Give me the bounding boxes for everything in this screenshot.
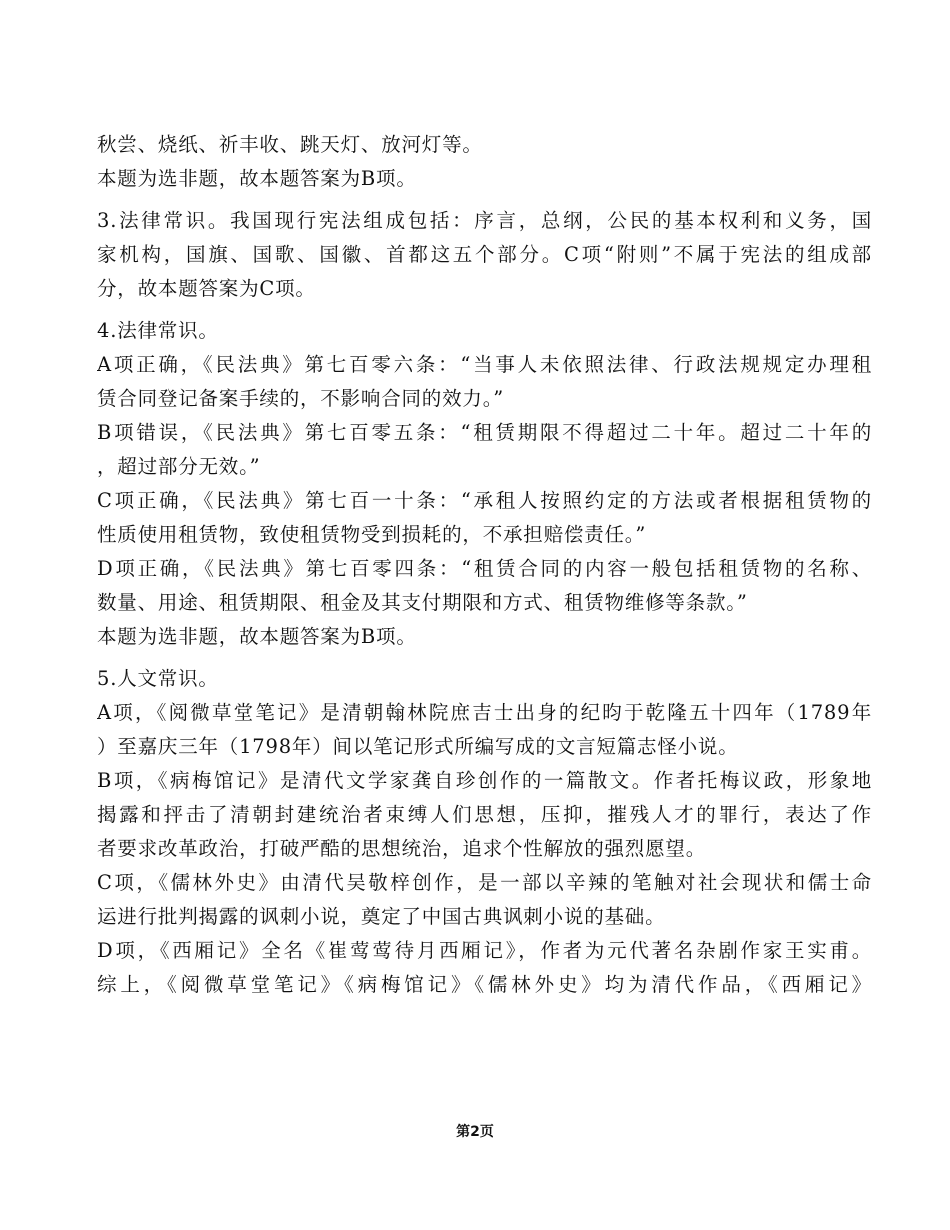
text-line: C项正确，《民法典》第七百一十条：“承租人按照约定的方法或者根据租赁物的 bbox=[97, 489, 872, 512]
text-line: ，超过部分无效。” bbox=[97, 455, 261, 478]
text-line: D项正确，《民法典》第七百零四条：“租赁合同的内容一般包括租赁物的名称、 bbox=[97, 557, 872, 580]
text-line: B项错误，《民法典》第七百零五条：“租赁期限不得超过二十年。超过二十年的 bbox=[97, 421, 872, 444]
text-line: 秋尝、烧纸、祈丰收、跳天灯、放河灯等。 bbox=[97, 133, 483, 156]
text-line: 分，故本题答案为C项。 bbox=[97, 277, 316, 300]
text-line: C项，《儒林外史》由清代吴敬梓创作，是一部以辛辣的笔触对社会现状和儒士命 bbox=[97, 871, 872, 894]
text-line: 数量、用途、租赁期限、租金及其支付期限和方式、租赁物维修等条款。” bbox=[97, 591, 748, 614]
page-number: 第2页 bbox=[456, 1124, 494, 1140]
text-line: A项正确，《民法典》第七百零六条：“当事人未依照法律、行政法规规定办理租 bbox=[97, 353, 872, 376]
document-body bbox=[97, 128, 872, 1002]
text-line: 本题为选非题，故本题答案为B项。 bbox=[97, 625, 417, 648]
text-line: 运进行批判揭露的讽刺小说，奠定了中国古典讽刺小说的基础。 bbox=[97, 905, 666, 928]
text-line: 揭露和抨击了清朝封建统治者束缚人们思想，压抑，摧残人才的罪行，表达了作 bbox=[97, 803, 872, 826]
text-line: D项，《西厢记》全名《崔莺莺待月西厢记》，作者为元代著名杂剧作家王实甫。 bbox=[97, 939, 872, 962]
text-line: 3.法律常识。我国现行宪法组成包括：序言，总纲，公民的基本权利和义务，国 bbox=[97, 209, 872, 232]
text-line: 本题为选非题，故本题答案为B项。 bbox=[97, 167, 417, 190]
text-line: 者要求改革政治，打破严酷的思想统治，追求个性解放的强烈愿望。 bbox=[97, 837, 707, 860]
text-line: 家机构，国旗、国歌、国徽、首都这五个部分。C项“附则”不属于宪法的组成部 bbox=[97, 243, 872, 266]
text-line: 综上，《阅微草堂笔记》《病梅馆记》《儒林外史》均为清代作品，《西厢记》 bbox=[97, 973, 872, 996]
text-line: 4.法律常识。 bbox=[97, 319, 219, 342]
text-line: B项，《病梅馆记》是清代文学家龚自珍创作的一篇散文。作者托梅议政，形象地 bbox=[97, 769, 872, 792]
text-line: 5.人文常识。 bbox=[97, 667, 219, 690]
text-line: 赁合同登记备案手续的，不影响合同的效力。” bbox=[97, 387, 505, 410]
text-line: A项，《阅微草堂笔记》是清朝翰林院庶吉士出身的纪昀于乾隆五十四年（1789年 bbox=[97, 701, 872, 724]
text-line: 性质使用租赁物，致使租赁物受到损耗的，不承担赔偿责任。” bbox=[97, 523, 647, 546]
text-line: ）至嘉庆三年（1798年）间以笔记形式所编写成的文言短篇志怪小说。 bbox=[97, 735, 739, 758]
